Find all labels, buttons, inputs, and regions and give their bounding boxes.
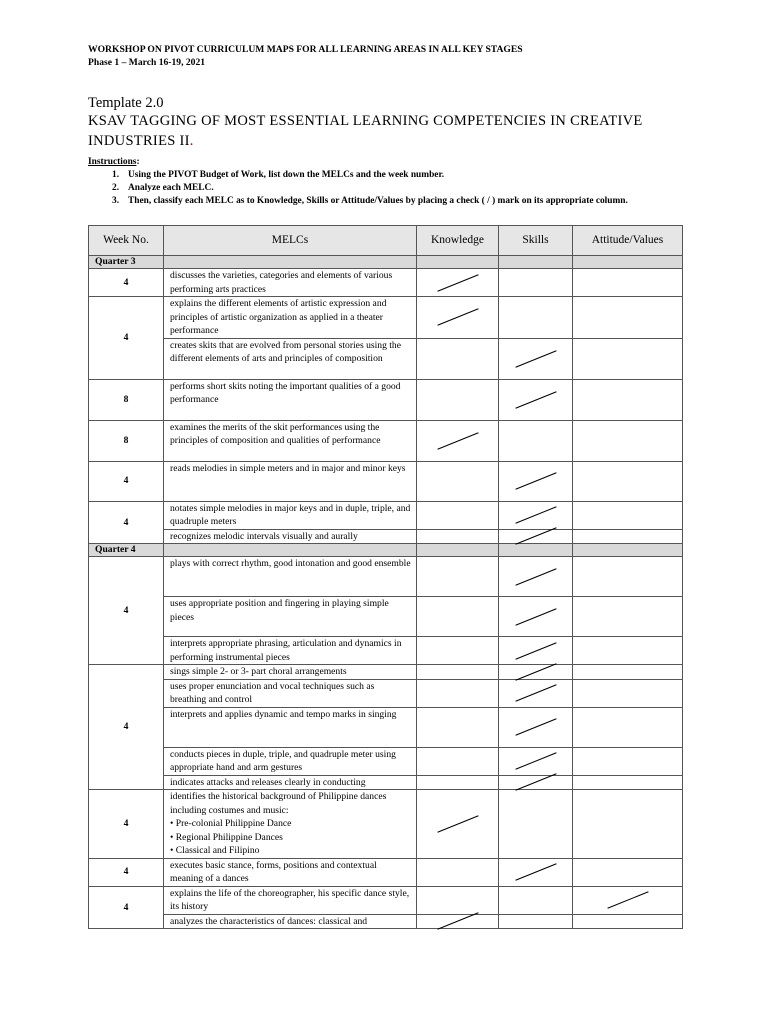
- melc-bullet: • Classical and Filipino: [170, 845, 260, 856]
- skills-cell: [499, 338, 573, 379]
- melc-bullet: • Regional Philippine Dances: [170, 831, 283, 843]
- knowledge-cell: [417, 637, 499, 665]
- quarter-row: [89, 544, 683, 557]
- title-period: .: [189, 133, 194, 149]
- skills-cell: [499, 501, 573, 529]
- knowledge-cell: [417, 501, 499, 529]
- skills-cell: [499, 747, 573, 775]
- attitude-cell: [573, 886, 683, 914]
- quarter-row: [89, 256, 683, 269]
- knowledge-cell: [417, 557, 499, 597]
- attitude-cell: [573, 461, 683, 501]
- skills-cell: [499, 269, 573, 297]
- week-cell: 4: [89, 790, 164, 859]
- melc-cell: performs short skits noting the important qualities of a good performance: [164, 379, 417, 420]
- attitude-cell: [573, 269, 683, 297]
- melc-bullet: • Pre-colonial Philippine Dance: [170, 818, 292, 829]
- skills-cell: [499, 297, 573, 339]
- instructions-heading: [88, 157, 140, 167]
- attitude-cell: [573, 790, 683, 859]
- week-cell: 4: [89, 557, 164, 665]
- document-title: [88, 111, 648, 151]
- melc-cell: uses appropriate position and fingering in playing simple pieces: [164, 597, 417, 637]
- check-mark: [437, 309, 478, 326]
- knowledge-cell: [417, 529, 499, 544]
- header-melcs: MELCs: [164, 226, 417, 256]
- instruction-step: [88, 169, 628, 182]
- melc-cell: recognizes melodic intervals visually and aurally: [164, 529, 417, 544]
- attitude-cell: [573, 557, 683, 597]
- knowledge-cell: [417, 420, 499, 461]
- ksav-table: [88, 225, 683, 929]
- table-row: [89, 338, 683, 379]
- instructions-label: Instructions: [88, 157, 137, 167]
- skills-cell: [499, 379, 573, 420]
- step-number: 2.: [112, 183, 120, 193]
- knowledge-cell: [417, 858, 499, 886]
- attitude-cell: [573, 707, 683, 747]
- week-cell: 4: [89, 297, 164, 380]
- knowledge-cell: [417, 461, 499, 501]
- attitude-cell: [573, 679, 683, 707]
- check-mark: [515, 391, 556, 408]
- document-title-text: KSAV TAGGING OF MOST ESSENTIAL LEARNING COMPETENCIES IN CREATIVE INDUSTRIES II: [88, 113, 643, 149]
- table-row: [89, 597, 683, 637]
- knowledge-cell: [417, 597, 499, 637]
- check-mark: [515, 506, 556, 523]
- melc-cell: interprets and applies dynamic and tempo marks in singing: [164, 707, 417, 747]
- melc-cell: examines the merits of the skit performances using the principles of composition and qualities of performance: [164, 420, 417, 461]
- week-cell: 4: [89, 269, 164, 297]
- skills-cell: [499, 858, 573, 886]
- step-text: Then, classify each MELC as to Knowledge, Skills or Attitude/Values by placing a check ( / ) mark on its appropriate column.: [128, 196, 628, 206]
- attitude-cell: [573, 914, 683, 929]
- header-knowledge: Knowledge: [417, 226, 499, 256]
- quarter-label: Quarter 4: [89, 544, 164, 557]
- melc-cell: executes basic stance, forms, positions and contextual meaning of a dances: [164, 858, 417, 886]
- skills-cell: [499, 886, 573, 914]
- template-label: Template 2.0: [88, 95, 164, 111]
- melc-cell: creates skits that are evolved from personal stories using the different elements of arts and principles of composition: [164, 338, 417, 379]
- attitude-cell: [573, 501, 683, 529]
- melc-cell: sings simple 2- or 3- part choral arrangements: [164, 665, 417, 680]
- knowledge-cell: [417, 665, 499, 680]
- table-row: [89, 886, 683, 914]
- week-cell: 4: [89, 886, 164, 929]
- table-row: [89, 297, 683, 339]
- week-cell: 4: [89, 858, 164, 886]
- attitude-cell: [573, 637, 683, 665]
- check-mark: [515, 608, 556, 625]
- attitude-cell: [573, 775, 683, 790]
- table-row: [89, 420, 683, 461]
- melc-cell: reads melodies in simple meters and in major and minor keys: [164, 461, 417, 501]
- check-mark: [515, 528, 556, 545]
- knowledge-cell: [417, 886, 499, 914]
- check-mark: [515, 718, 556, 735]
- skills-cell: [499, 637, 573, 665]
- skills-cell: [499, 529, 573, 544]
- table-row: [89, 790, 683, 859]
- check-mark: [515, 863, 556, 880]
- workshop-phase: Phase 1 – March 16-19, 2021: [88, 57, 206, 68]
- table-row: [89, 557, 683, 597]
- instruction-step: [88, 182, 628, 195]
- melc-cell: plays with correct rhythm, good intonation and good ensemble: [164, 557, 417, 597]
- table-row: [89, 707, 683, 747]
- check-mark: [437, 432, 478, 449]
- knowledge-cell: [417, 379, 499, 420]
- check-mark: [515, 350, 556, 367]
- knowledge-cell: [417, 775, 499, 790]
- table-row: [89, 775, 683, 790]
- table-row: [89, 747, 683, 775]
- week-cell: 4: [89, 665, 164, 790]
- attitude-cell: [573, 529, 683, 544]
- knowledge-cell: [417, 297, 499, 339]
- melc-cell: uses proper enunciation and vocal techniques such as breathing and control: [164, 679, 417, 707]
- check-mark: [515, 684, 556, 701]
- check-mark: [437, 913, 478, 930]
- table-row: [89, 665, 683, 680]
- week-cell: 8: [89, 420, 164, 461]
- table-row: [89, 529, 683, 544]
- table-header-row: [89, 226, 683, 256]
- quarter-label: Quarter 3: [89, 256, 164, 269]
- melc-cell: notates simple melodies in major keys and in duple, triple, and quadruple meters: [164, 501, 417, 529]
- table-row: [89, 269, 683, 297]
- table-row: [89, 501, 683, 529]
- table-row: [89, 679, 683, 707]
- check-mark: [515, 774, 556, 791]
- knowledge-cell: [417, 707, 499, 747]
- check-mark: [515, 642, 556, 659]
- attitude-cell: [573, 338, 683, 379]
- check-mark: [437, 274, 478, 291]
- week-cell: 4: [89, 461, 164, 501]
- step-text: Using the PIVOT Budget of Work, list down the MELCs and the week number.: [128, 170, 445, 180]
- table-row: [89, 858, 683, 886]
- check-mark: [515, 568, 556, 585]
- check-mark: [515, 472, 556, 489]
- instructions-colon: :: [136, 157, 140, 167]
- week-cell: 4: [89, 501, 164, 544]
- attitude-cell: [573, 297, 683, 339]
- check-mark: [437, 815, 478, 832]
- knowledge-cell: [417, 338, 499, 379]
- melc-cell: discusses the varieties, categories and elements of various performing arts practices: [164, 269, 417, 297]
- melc-cell: explains the different elements of artistic expression and principles of artistic organization as applied in a theater performance: [164, 297, 417, 339]
- skills-cell: [499, 914, 573, 929]
- attitude-cell: [573, 747, 683, 775]
- workshop-title: WORKSHOP ON PIVOT CURRICULUM MAPS FOR ALL LEARNING AREAS IN ALL KEY STAGES: [88, 44, 523, 55]
- melc-cell: interprets appropriate phrasing, articulation and dynamics in performing instrumental pieces: [164, 637, 417, 665]
- header-skills: Skills: [499, 226, 573, 256]
- table-row: [89, 914, 683, 929]
- table-row: [89, 461, 683, 501]
- week-cell: 8: [89, 379, 164, 420]
- knowledge-cell: [417, 269, 499, 297]
- skills-cell: [499, 557, 573, 597]
- skills-cell: [499, 420, 573, 461]
- skills-cell: [499, 597, 573, 637]
- check-mark: [607, 891, 648, 908]
- table-row: [89, 379, 683, 420]
- skills-cell: [499, 461, 573, 501]
- step-text: Analyze each MELC.: [128, 183, 214, 193]
- melc-cell: [164, 790, 417, 859]
- attitude-cell: [573, 597, 683, 637]
- attitude-cell: [573, 379, 683, 420]
- melc-cell: explains the life of the choreographer, his specific dance style, its history: [164, 886, 417, 914]
- knowledge-cell: [417, 914, 499, 929]
- knowledge-cell: [417, 679, 499, 707]
- check-mark: [515, 752, 556, 769]
- header-week: Week No.: [89, 226, 164, 256]
- step-number: 3.: [112, 196, 120, 206]
- header-attitude: Attitude/Values: [573, 226, 683, 256]
- melc-text: identifies the historical background of Philippine dances including costumes and music:: [170, 791, 387, 816]
- skills-cell: [499, 707, 573, 747]
- attitude-cell: [573, 420, 683, 461]
- attitude-cell: [573, 858, 683, 886]
- instructions-list: [88, 169, 628, 208]
- melc-cell: conducts pieces in duple, triple, and quadruple meter using appropriate hand and arm gestures: [164, 747, 417, 775]
- instruction-step: [88, 195, 628, 208]
- melc-cell: indicates attacks and releases clearly in conducting: [164, 775, 417, 790]
- knowledge-cell: [417, 790, 499, 859]
- skills-cell: [499, 775, 573, 790]
- knowledge-cell: [417, 747, 499, 775]
- skills-cell: [499, 679, 573, 707]
- table-row: [89, 637, 683, 665]
- skills-cell: [499, 665, 573, 680]
- skills-cell: [499, 790, 573, 859]
- step-number: 1.: [112, 170, 120, 180]
- check-mark: [515, 663, 556, 680]
- melc-cell: analyzes the characteristics of dances: classical and: [164, 914, 417, 929]
- attitude-cell: [573, 665, 683, 680]
